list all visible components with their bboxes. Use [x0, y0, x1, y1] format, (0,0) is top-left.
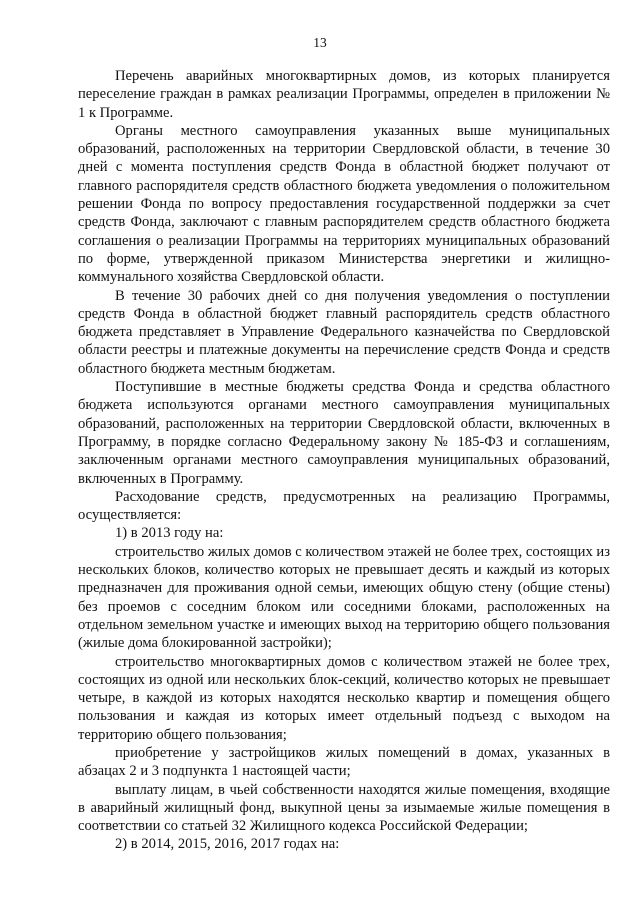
document-body: [78, 67, 610, 854]
paragraph: строительство многоквартирных домов с количеством этажей не более трех, состоящих из одной или нескольких блок-секций, количество которых не превышает четыре, в каждой из которых находятся несколько квартир и помещения общего пользования и каждая из которых имеет отдельный подъезд с выходом на территорию общего пользования;: [78, 653, 610, 743]
paragraph: приобретение у застройщиков жилых помещений в домах, указанных в абзацах 2 и 3 подпункта 1 настоящей части;: [78, 744, 610, 780]
paragraph: 1) в 2013 году на:: [115, 525, 224, 542]
page-number: 13: [313, 35, 327, 50]
paragraph: Поступившие в местные бюджеты средства Фонда и средства областного бюджета используются органами местного самоуправления муниципальных образований, расположенных на территории Свердловской области, включенных в Программу, в порядке согласно Федеральному закону № 185-ФЗ и соглашениям, заключенным органами местного самоуправления муниципальных образований, включенных в Программу.: [78, 379, 610, 487]
paragraph: 2) в 2014, 2015, 2016, 2017 годах на:: [115, 836, 340, 853]
paragraph: выплату лицам, в чьей собственности находятся жилые помещения, входящие в аварийный жилищный фонд, выкупной цены за изымаемые жилые помещения в соответствии со статьей 32 Жилищного кодекса Российской Федерации;: [78, 781, 610, 835]
paragraph: строительство жилых домов с количеством этажей не более трех, состоящих из нескольких блоков, количество которых не превышает десять и каждый из которых предназначен для проживания одной семьи, имеющих общую стену (общие стены) без проемов с соседним блоком или соседними блоками, расположенных на отдельном земельном участке и имеющих выход на территорию общего пользования (жилые дома блокированной застройки);: [78, 543, 610, 652]
paragraph: Органы местного самоуправления указанных выше муниципальных образований, расположенных на территории Свердловской области, в течение 30 дней с момента поступления средств Фонда в областной бюджет получают от главного распорядителя средств областного бюджета уведомления о положительном решении Фонда по вопросу предоставления государственной поддержки за счет средств Фонда, заключают с главным распорядителем средств областного бюджета соглашения о реализации Программы на территориях муниципальных образований по форме, утвержденной приказом Министерства энергетики и жилищно-коммунального хозяйства Свердловской области.: [78, 122, 610, 286]
paragraph: Перечень аварийных многоквартирных домов, из которых планируется переселение граждан в рамках реализации Программы, определен в приложении № 1 к Программе.: [78, 68, 610, 121]
paragraph: В течение 30 рабочих дней со дня получения уведомления о поступлении средств Фонда в областной бюджет главный распорядитель средств областного бюджета представляет в Управление Федерального казначейства по Свердловской области реестры и платежные документы на перечисление средств Фонда и средств областного бюджета местным бюджетам.: [78, 287, 610, 377]
paragraph: Расходование средств, предусмотренных на реализацию Программы, осуществляется:: [78, 488, 610, 524]
